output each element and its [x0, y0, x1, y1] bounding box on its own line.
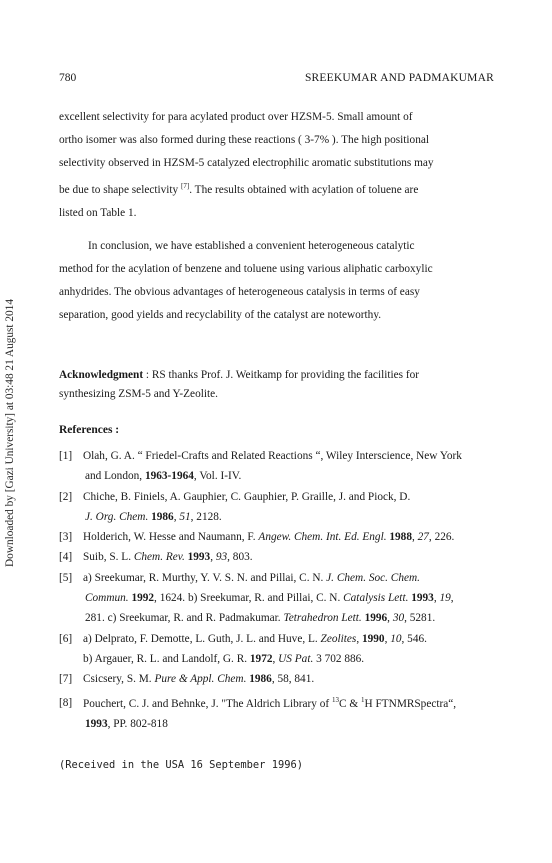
p1-line-4: be due to shape selectivity [7]. The results obtained with acylation of toluene are — [59, 182, 419, 196]
reference-4: [4] Suib, S. L. Chem. Rev. 1993, 93, 803. — [59, 551, 253, 564]
p1-line-5: listed on Table 1. — [59, 206, 137, 219]
reference-list — [59, 446, 519, 734]
reference-7: [7] Csicsery, S. M. Pure & Appl. Chem. 1986, 58, 841. — [59, 673, 315, 686]
acknowledgment-text-1: : RS thanks Prof. J. Weitkamp for providing the facilities for — [143, 369, 420, 381]
reference-1: [1] Olah, G. A. “ Friedel-Crafts and Related Reactions “, Wiley Interscience, New York and London, 1963-1964, Vol. I-IV. — [59, 450, 462, 483]
reference-5: [5] a) Sreekumar, R. Murthy, Y. V. S. N. and Pillai, C. N. J. Chem. Soc. Chem. Commun. 1992, 1624. b) Sreekumar, R. and Pillai, C. N. Catalysis Lett. 1993, 19, 281. c) Sreekumar, R. and R. Padmakumar. Tetrahedron Lett. 1996, 30, 5281. — [59, 571, 454, 625]
acknowledgment — [59, 366, 499, 403]
references-heading: References : — [59, 424, 120, 436]
download-note: Downloaded by [Gazi University] at 03:48 21 August 2014 — [4, 299, 16, 567]
paragraph-2 — [59, 235, 499, 327]
running-head: SREEKUMAR AND PADMAKUMAR — [304, 72, 494, 84]
page-number: 780 — [59, 72, 77, 84]
acknowledgment-text-2: synthesizing ZSM-5 and Y-Zeolite. — [59, 387, 218, 400]
p2-line-1: In conclusion, we have established a convenient heterogeneous catalytic — [88, 240, 415, 252]
acknowledgment-heading: Acknowledgment — [59, 369, 144, 381]
p1-line-2: ortho isomer was also formed during these reactions ( 3-7% ). The high positional — [59, 134, 429, 146]
reference-8: [8] Pouchert, C. J. and Behnke, J. "The Aldrich Library of $^{13}$C & $^1$H FTNMRSpectra“, 1993, PP. 802-818 — [59, 695, 457, 730]
reference-2: [2] Chiche, B. Finiels, A. Gauphier, C. Gauphier, P. Graille, J. and Piock, D. J. Org. Chem. 1986, 51, 2128. — [59, 490, 411, 523]
p1-line-1: excellent selectivity for para acylated product over HZSM-5. Small amount of — [59, 111, 413, 123]
paragraph-1 — [59, 106, 499, 225]
p2-line-4: separation, good yields and recyclability of the catalyst are noteworthy. — [59, 309, 382, 321]
p1-line-3: selectivity observed in HZSM-5 catalyzed electrophilic aromatic substitutions may — [59, 157, 434, 169]
p2-line-2: method for the acylation of benzene and toluene using various aliphatic carboxylic — [59, 263, 433, 275]
reference-6: [6] a) Delprato, F. Demotte, L. Guth, J. L. and Huve, L. Zeolites, 1990, 10, 546. b) Argauer, R. L. and Landolf, G. R. 1972, US Pat. 3 702 886. — [59, 632, 427, 665]
p2-line-3: anhydrides. The obvious advantages of heterogeneous catalysis in terms of easy — [59, 286, 420, 298]
received-date: (Received in the USA 16 September 1996) — [59, 759, 303, 771]
download-watermark — [1, 258, 19, 608]
reference-3: [3] Holderich, W. Hesse and Naumann, F. Angew. Chem. Int. Ed. Engl. 1988, 27, 226. — [59, 531, 455, 544]
